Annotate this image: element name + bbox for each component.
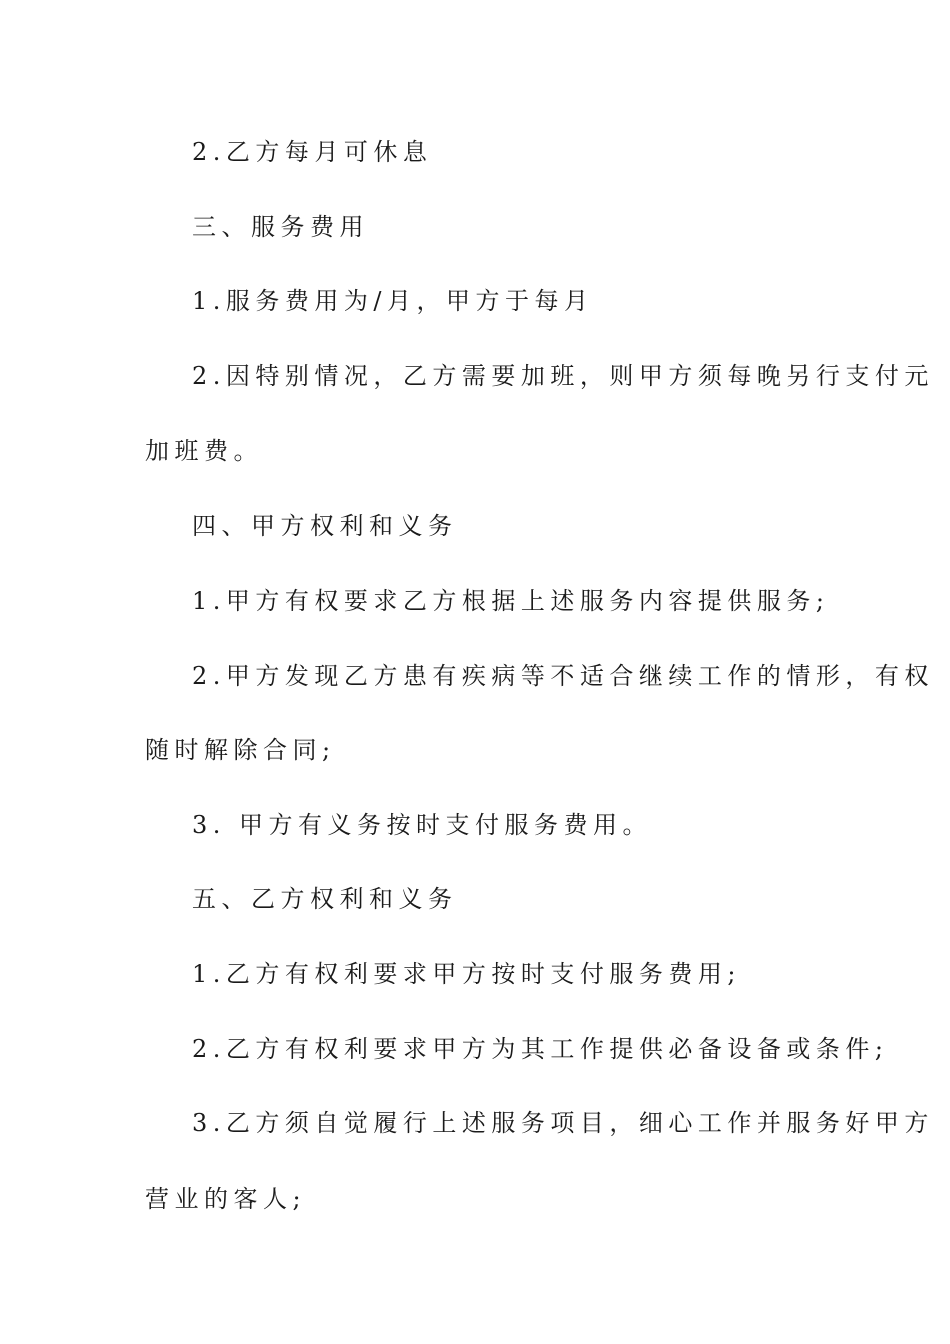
party-b-clause-3: 3.乙方须自觉履行上述服务项目，细心工作并服务好甲方: [192, 1109, 934, 1137]
party-b-clause-3-cont: 营业的客人;: [145, 1185, 307, 1213]
clause-1-service-fee: 1.服务费用为/月，甲方于每月: [192, 287, 594, 315]
clause-2-overtime-cont: 加班费。: [145, 437, 263, 465]
section-4-heading: 四、甲方权利和义务: [192, 512, 458, 540]
party-a-clause-2: 2.甲方发现乙方患有疾病等不适合继续工作的情形，有权: [192, 662, 934, 690]
clause-2-overtime: 2.因特别情况，乙方需要加班，则甲方须每晚另行支付元: [192, 362, 934, 390]
party-b-clause-1: 1.乙方有权利要求甲方按时支付服务费用;: [192, 960, 741, 988]
party-a-clause-3: 3. 甲方有义务按时支付服务费用。: [192, 811, 653, 839]
section-3-heading: 三、服务费用: [192, 213, 369, 241]
party-b-clause-2: 2.乙方有权利要求甲方为其工作提供必备设备或条件;: [192, 1035, 889, 1063]
clause-2-rest-days: 2.乙方每月可休息: [192, 138, 433, 166]
party-a-clause-2-cont: 随时解除合同;: [145, 736, 336, 764]
party-a-clause-1: 1.甲方有权要求乙方根据上述服务内容提供服务;: [192, 587, 830, 615]
section-5-heading: 五、乙方权利和义务: [192, 885, 458, 913]
